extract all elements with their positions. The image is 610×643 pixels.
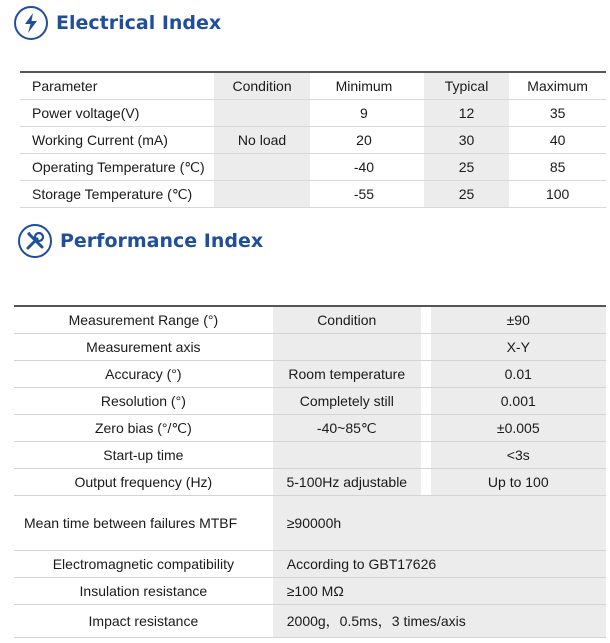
electrical-section-header <box>14 6 221 40</box>
cell: No load <box>214 127 310 154</box>
table-row <box>14 361 606 388</box>
table-row <box>20 154 606 181</box>
cell: ≥90000h <box>273 496 606 551</box>
lightning-icon <box>14 6 48 40</box>
cell: Insulation resistance <box>14 578 273 605</box>
cell: Up to 100 <box>431 469 606 496</box>
cell: According to GBT17626 <box>273 551 606 578</box>
cell: Storage Temperature (℃) <box>20 181 214 208</box>
cell: 2000g，0.5ms，3 times/axis <box>273 605 606 638</box>
cell <box>214 154 310 181</box>
table-row <box>20 181 606 208</box>
performance-title: Performance Index <box>60 230 264 252</box>
cell: 0.001 <box>431 388 606 415</box>
cell: 85 <box>509 154 606 181</box>
cell: Measurement axis <box>14 334 273 361</box>
cell: 30 <box>424 127 509 154</box>
cell: Power voltage(V) <box>20 100 214 127</box>
performance-table <box>14 305 606 638</box>
tools-icon <box>18 224 52 258</box>
cell: Resolution (°) <box>14 388 273 415</box>
cell: Working Current (mA) <box>20 127 214 154</box>
header-typical: Typical <box>424 72 509 100</box>
cell: ±90 <box>431 306 606 334</box>
table-row <box>20 127 606 154</box>
cell: Start-up time <box>14 442 273 469</box>
cell: Electromagnetic compatibility <box>14 551 273 578</box>
table-row <box>14 334 606 361</box>
cell: Completely still <box>273 388 421 415</box>
cell: 25 <box>424 181 509 208</box>
table-row <box>14 306 606 334</box>
table-row <box>14 442 606 469</box>
cell: 12 <box>424 100 509 127</box>
cell <box>273 442 421 469</box>
cell: -40 <box>310 154 418 181</box>
cell: Operating Temperature (℃) <box>20 154 214 181</box>
cell: Condition <box>273 306 421 334</box>
electrical-table <box>20 71 606 208</box>
cell: <3s <box>431 442 606 469</box>
cell: Mean time between failures MTBF <box>14 496 273 551</box>
table-row <box>14 496 606 551</box>
cell: -55 <box>310 181 418 208</box>
table-row <box>14 415 606 442</box>
cell <box>214 100 310 127</box>
cell: Impact resistance <box>14 605 273 638</box>
table-row <box>14 469 606 496</box>
header-condition: Condition <box>214 72 310 100</box>
table-row <box>14 605 606 638</box>
cell: 9 <box>310 100 418 127</box>
header-maximum: Maximum <box>527 78 588 94</box>
cell: Measurement Range (°) <box>14 306 273 334</box>
table-row <box>20 100 606 127</box>
cell: Accuracy (°) <box>14 361 273 388</box>
cell: 5-100Hz adjustable <box>273 469 421 496</box>
electrical-title: Electrical Index <box>56 12 222 34</box>
table-row <box>14 388 606 415</box>
cell: 35 <box>509 100 606 127</box>
cell: 20 <box>310 127 418 154</box>
cell: Output frequency (Hz) <box>14 469 273 496</box>
performance-section-header <box>18 224 263 258</box>
cell: 25 <box>424 154 509 181</box>
header-minimum: Minimum <box>335 78 393 94</box>
cell: Zero bias (°/℃) <box>14 415 273 442</box>
cell: ≥100 MΩ <box>273 578 606 605</box>
cell: 100 <box>509 181 606 208</box>
cell: X-Y <box>431 334 606 361</box>
table-header-row <box>20 72 606 100</box>
cell: 40 <box>509 127 606 154</box>
cell: Room temperature <box>273 361 421 388</box>
cell: ±0.005 <box>431 415 606 442</box>
table-row <box>14 551 606 578</box>
header-parameter: Parameter <box>32 78 98 94</box>
table-row <box>14 578 606 605</box>
cell <box>214 181 310 208</box>
cell: -40~85℃ <box>273 415 421 442</box>
cell <box>273 334 421 361</box>
cell: 0.01 <box>431 361 606 388</box>
